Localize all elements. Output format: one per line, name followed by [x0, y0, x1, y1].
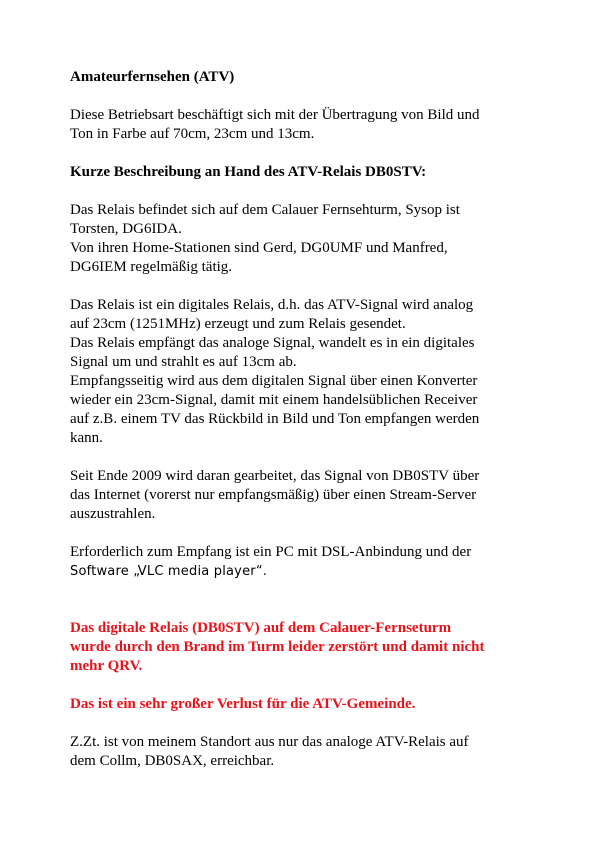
text-line: Signal um und strahlt es auf 13cm ab.: [70, 354, 297, 370]
intro-line: Diese Betriebsart beschäftigt sich mit der Übertragung von Bild und: [70, 107, 480, 123]
software-line: Software „VLC media player“.: [70, 564, 268, 579]
loss-notice: Das ist ein sehr großer Verlust für die ATV-Gemeinde.: [70, 696, 416, 712]
requirements-paragraph: [70, 543, 530, 581]
text-line: Empfangsseitig wird aus dem digitalen Signal über einen Konverter: [70, 373, 478, 389]
page-title: Amateurfernsehen (ATV): [70, 69, 235, 85]
notice-line: wurde durch den Brand im Turm leider zerstört und damit nicht: [70, 639, 485, 655]
text-line: DG6IEM regelmäßig tätig.: [70, 259, 233, 275]
relay-location-paragraph: [70, 201, 530, 277]
document-page: [70, 68, 530, 771]
text-line: Das Relais befindet sich auf dem Calauer Fernsehturm, Sysop ist: [70, 202, 460, 218]
text-line: dem Collm, DB0SAX, erreichbar.: [70, 753, 275, 769]
notice-line: mehr QRV.: [70, 658, 143, 674]
current-status-paragraph: [70, 733, 530, 771]
text-line: auszustrahlen.: [70, 506, 156, 522]
text-line: auf z.B. einem TV das Rückbild in Bild und Ton empfangen werden: [70, 411, 480, 427]
text-line: Z.Zt. ist von meinem Standort aus nur das analoge ATV-Relais auf: [70, 734, 469, 750]
text-line: Erforderlich zum Empfang ist ein PC mit DSL-Anbindung und der: [70, 544, 472, 560]
text-line: Von ihren Home-Stationen sind Gerd, DG0UMF und Manfred,: [70, 240, 448, 256]
notice-paragraph: [70, 619, 530, 676]
notice-line: Das digitale Relais (DB0STV) auf dem Calauer-Fernseturm: [70, 620, 452, 636]
text-line: kann.: [70, 430, 103, 446]
text-line: das Internet (vorerst nur empfangsmäßig) über einen Stream-Server: [70, 487, 477, 503]
text-line: wieder ein 23cm-Signal, damit mit einem handelsüblichen Receiver: [70, 392, 478, 408]
stream-paragraph: [70, 467, 530, 524]
text-line: Das Relais empfängt das analoge Signal, wandelt es in ein digitales: [70, 335, 475, 351]
text-line: Torsten, DG6IDA.: [70, 221, 182, 237]
text-line: Seit Ende 2009 wird daran gearbeitet, das Signal von DB0STV über: [70, 468, 480, 484]
section-heading: Kurze Beschreibung an Hand des ATV-Relais DB0STV:: [70, 164, 427, 180]
intro-paragraph: [70, 106, 530, 144]
intro-line: Ton in Farbe auf 70cm, 23cm und 13cm.: [70, 126, 315, 142]
text-line: auf 23cm (1251MHz) erzeugt und zum Relais gesendet.: [70, 316, 406, 332]
text-line: Das Relais ist ein digitales Relais, d.h. das ATV-Signal wird analog: [70, 297, 474, 313]
relay-description-paragraph: [70, 296, 530, 448]
